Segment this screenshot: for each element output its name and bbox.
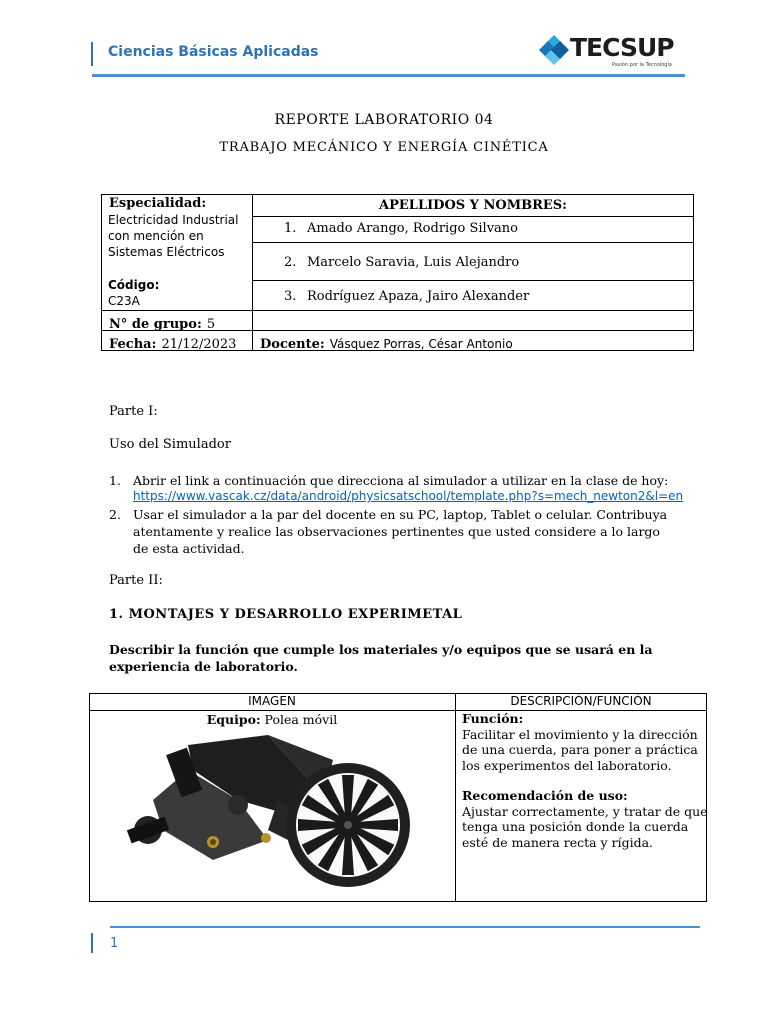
column-header-descripcion: DESCRIPCIÓN/FUNCIÓN	[510, 694, 652, 708]
report-title: REPORTE LABORATORIO 04	[274, 112, 494, 128]
fecha-value: 21/12/2023	[161, 337, 237, 352]
parte2-heading: Parte II:	[109, 573, 163, 588]
table-divider	[252, 242, 694, 243]
member-name: Rodríguez Apaza, Jairo Alexander	[307, 289, 530, 304]
column-header-imagen: IMAGEN	[248, 694, 296, 708]
grupo-value: 5	[206, 317, 216, 332]
list-item-text: Usar el simulador a la par del docente en su PC, laptop, Tablet o celular. Contribuya atentamente y realice las observaciones pertinentes que usted considere a lo largo de esta actividad.	[133, 507, 668, 556]
table-divider	[252, 280, 694, 281]
footer-accent-bar	[91, 933, 93, 953]
simulator-link[interactable]: https://www.vascak.cz/data/android/physicsatschool/template.php?s=mech_newton2&l=en	[133, 489, 684, 503]
section-heading: 1. MONTAJES Y DESARROLLO EXPERIMETAL	[109, 607, 463, 622]
member-name: Amado Arango, Rodrigo Silvano	[307, 221, 518, 236]
instruction-text: Describir la función que cumple los materiales y/o equipos que se usará en la experiencia de laboratorio.	[109, 642, 653, 674]
header-accent-bar	[91, 42, 93, 66]
course-title: Ciencias Básicas Aplicadas	[108, 44, 319, 60]
docente-value: Vásquez Porras, César Antonio	[329, 337, 513, 351]
fecha-row	[109, 333, 236, 352]
fecha-label: Fecha:	[109, 337, 157, 352]
header-divider	[92, 74, 685, 77]
logo-tagline: Pasión por la Tecnología	[612, 62, 672, 68]
apellidos-header: APELLIDOS Y NOMBRES:	[379, 198, 567, 213]
docente-label: Docente:	[260, 337, 325, 352]
list-number: 2.	[109, 507, 121, 522]
list-number: 1.	[109, 473, 121, 488]
logo-wordmark: TECSUP	[570, 33, 674, 62]
member-number: 3.	[284, 289, 297, 304]
parte1-subheading: Uso del Simulador	[109, 437, 231, 452]
pulley-image	[118, 730, 418, 895]
parte1-heading: Parte I:	[109, 404, 158, 419]
report-subtitle: TRABAJO MECÁNICO Y ENERGÍA CINÉTICA	[219, 140, 549, 155]
description-cell: Función: Facilitar el movimiento y la dirección de una cuerda, para poner a práctica los experimentos del laboratorio. Recomendación de uso: Ajustar correctamente, y tratar de que tenga una posición donde la cuerda esté de manera recta y rígida.	[462, 711, 708, 850]
member-number: 2.	[284, 255, 297, 270]
especialidad-label: Especialidad:	[109, 196, 207, 211]
footer-divider	[110, 926, 700, 928]
grupo-row	[109, 313, 215, 332]
member-name: Marcelo Saravia, Luis Alejandro	[307, 255, 520, 270]
equipo-caption: Equipo: Polea móvil	[206, 712, 338, 727]
page-number: 1	[110, 936, 119, 951]
table-divider	[455, 693, 456, 902]
codigo-label: Código:	[108, 278, 160, 292]
table-divider	[252, 216, 694, 217]
table-divider	[252, 194, 253, 351]
list-item-text: Abrir el link a continuación que direcciona al simulador a utilizar en la clase de hoy:	[133, 473, 669, 488]
member-number: 1.	[284, 221, 297, 236]
especialidad-value: Electricidad Industrial con mención en Sistemas Eléctricos	[108, 213, 239, 259]
grupo-label: N° de grupo:	[109, 317, 202, 332]
table-divider	[101, 310, 694, 311]
codigo-value: C23A	[108, 294, 140, 308]
docente-row	[260, 333, 513, 352]
